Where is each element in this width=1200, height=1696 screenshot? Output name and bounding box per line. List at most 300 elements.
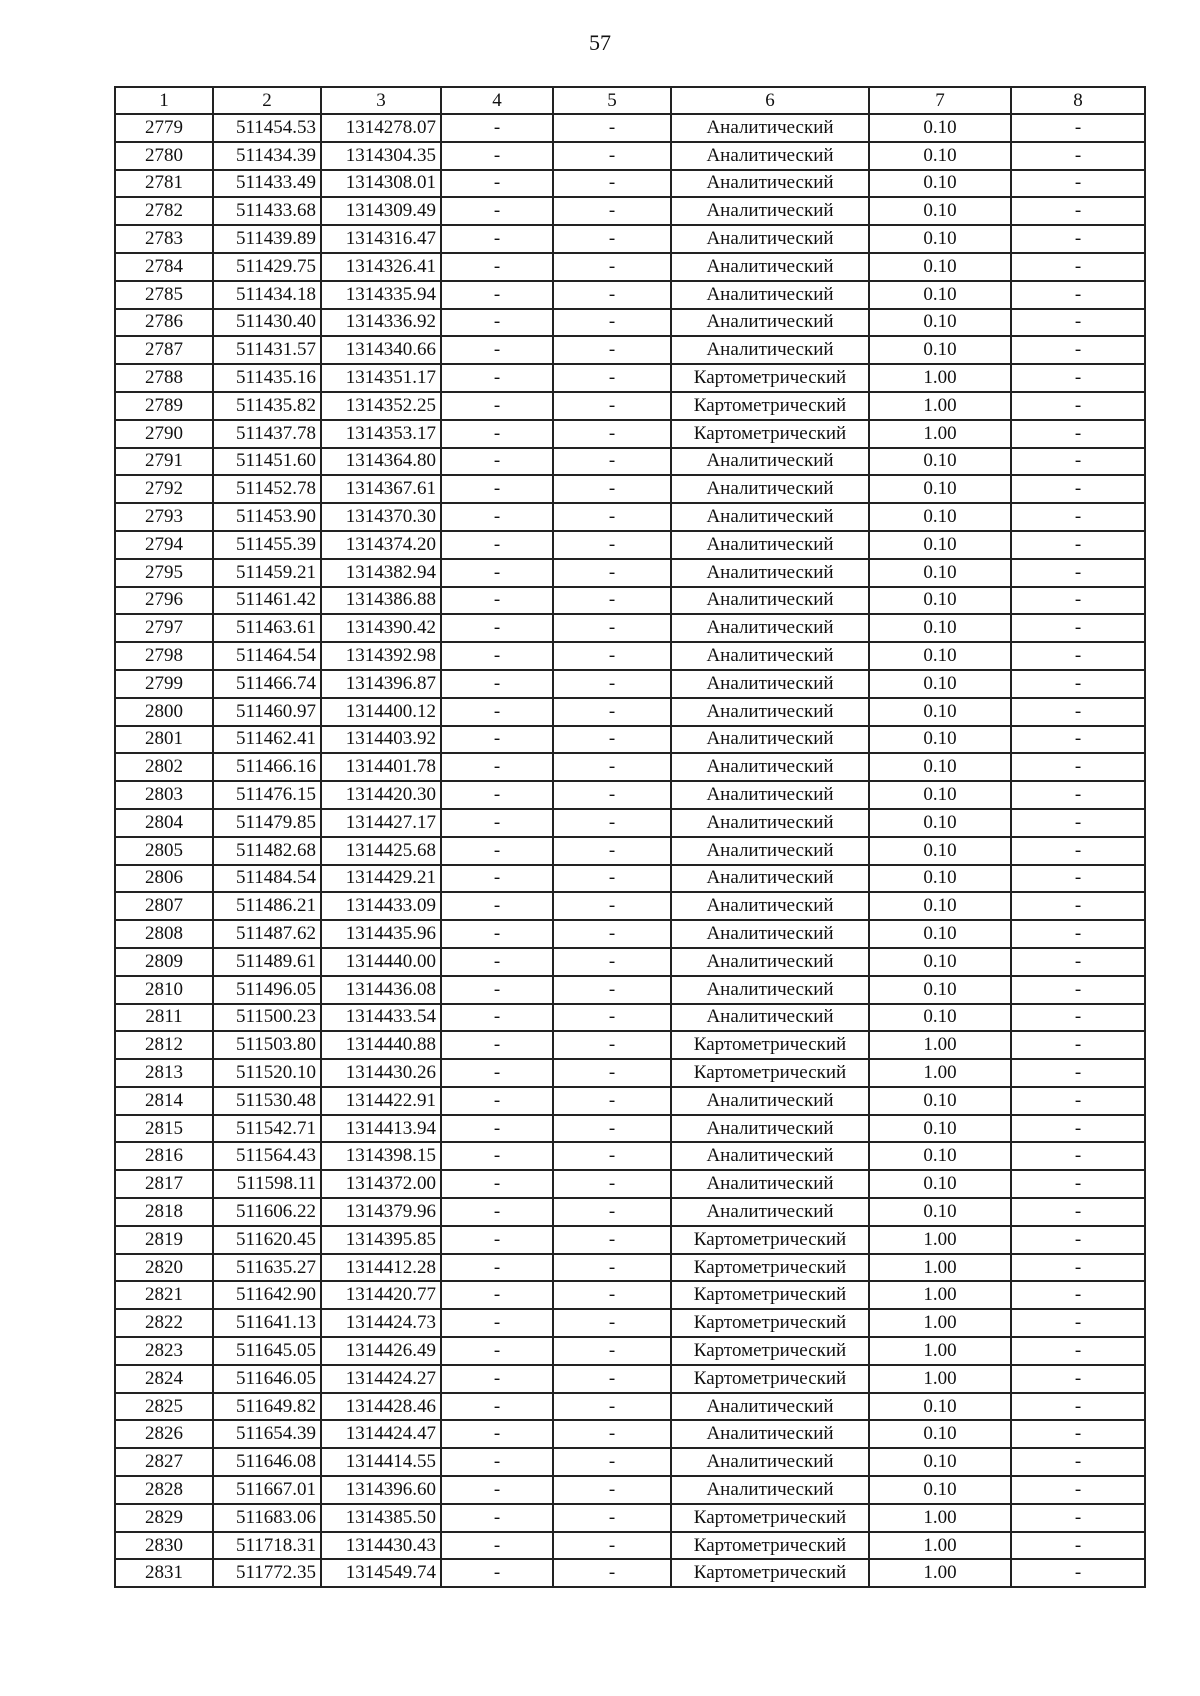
coord-x-cell: 511463.61 [213, 614, 321, 642]
coord-y-cell: 1314392.98 [321, 642, 441, 670]
accuracy-cell: 1.00 [869, 1059, 1011, 1087]
point-number-cell: 2779 [115, 114, 213, 142]
coord-y-cell: 1314401.78 [321, 753, 441, 781]
point-number-cell: 2808 [115, 920, 213, 948]
method-cell: Картометрический [671, 364, 869, 392]
accuracy-cell: 1.00 [869, 1504, 1011, 1532]
coord-y-cell: 1314395.85 [321, 1226, 441, 1254]
point-number-cell: 2799 [115, 670, 213, 698]
accuracy-cell: 0.10 [869, 1476, 1011, 1504]
col-5-value-cell: - [553, 809, 671, 837]
point-number-cell: 2825 [115, 1393, 213, 1421]
col-4-value-cell: - [441, 698, 553, 726]
col-8-value-cell: - [1011, 865, 1145, 893]
col-5-value-cell: - [553, 475, 671, 503]
table-body [115, 114, 1145, 1587]
coord-y-cell: 1314420.30 [321, 781, 441, 809]
accuracy-cell: 0.10 [869, 1393, 1011, 1421]
accuracy-cell: 0.10 [869, 114, 1011, 142]
method-cell: Аналитический [671, 531, 869, 559]
col-4-value-cell: - [441, 225, 553, 253]
accuracy-cell: 0.10 [869, 1448, 1011, 1476]
coord-x-cell: 511464.54 [213, 642, 321, 670]
accuracy-cell: 0.10 [869, 726, 1011, 754]
col-5-value-cell: - [553, 698, 671, 726]
point-number-cell: 2820 [115, 1254, 213, 1282]
point-number-cell: 2783 [115, 225, 213, 253]
method-cell: Аналитический [671, 503, 869, 531]
method-cell: Аналитический [671, 753, 869, 781]
coord-y-cell: 1314398.15 [321, 1142, 441, 1170]
col-5-value-cell: - [553, 336, 671, 364]
col-5-value-cell: - [553, 142, 671, 170]
table-row [115, 948, 1145, 976]
table-row [115, 114, 1145, 142]
point-number-cell: 2807 [115, 892, 213, 920]
table-header [115, 87, 1145, 114]
table-row [115, 1087, 1145, 1115]
col-5-value-cell: - [553, 1532, 671, 1560]
table-row [115, 1004, 1145, 1032]
coord-x-cell: 511642.90 [213, 1281, 321, 1309]
coord-y-cell: 1314335.94 [321, 281, 441, 309]
coord-y-cell: 1314352.25 [321, 392, 441, 420]
col-8-value-cell: - [1011, 1087, 1145, 1115]
point-number-cell: 2831 [115, 1559, 213, 1587]
coord-x-cell: 511453.90 [213, 503, 321, 531]
coord-y-cell: 1314379.96 [321, 1198, 441, 1226]
coord-y-cell: 1314424.73 [321, 1309, 441, 1337]
table-row [115, 1393, 1145, 1421]
col-5-value-cell: - [553, 1365, 671, 1393]
point-number-cell: 2815 [115, 1115, 213, 1143]
accuracy-cell: 0.10 [869, 253, 1011, 281]
col-4-value-cell: - [441, 976, 553, 1004]
coord-y-cell: 1314367.61 [321, 475, 441, 503]
point-number-cell: 2804 [115, 809, 213, 837]
col-8-value-cell: - [1011, 503, 1145, 531]
col-4-value-cell: - [441, 642, 553, 670]
accuracy-cell: 0.10 [869, 336, 1011, 364]
coord-y-cell: 1314385.50 [321, 1504, 441, 1532]
table-row [115, 475, 1145, 503]
coord-x-cell: 511646.05 [213, 1365, 321, 1393]
col-8-value-cell: - [1011, 614, 1145, 642]
table-row [115, 1476, 1145, 1504]
coord-x-cell: 511461.42 [213, 587, 321, 615]
col-8-value-cell: - [1011, 1198, 1145, 1226]
col-5-value-cell: - [553, 1337, 671, 1365]
col-8-value-cell: - [1011, 170, 1145, 198]
col-8-value-cell: - [1011, 892, 1145, 920]
col-8-value-cell: - [1011, 920, 1145, 948]
col-8-value-cell: - [1011, 1281, 1145, 1309]
coord-x-cell: 511434.18 [213, 281, 321, 309]
col-5-value-cell: - [553, 364, 671, 392]
col-5-value-cell: - [553, 1254, 671, 1282]
method-cell: Аналитический [671, 1004, 869, 1032]
table-row [115, 531, 1145, 559]
accuracy-cell: 0.10 [869, 642, 1011, 670]
coord-x-cell: 511439.89 [213, 225, 321, 253]
point-number-cell: 2810 [115, 976, 213, 1004]
col-4-value-cell: - [441, 392, 553, 420]
col-5-value-cell: - [553, 1448, 671, 1476]
point-number-cell: 2793 [115, 503, 213, 531]
point-number-cell: 2790 [115, 420, 213, 448]
col-4-value-cell: - [441, 1031, 553, 1059]
table-row [115, 197, 1145, 225]
coord-y-cell: 1314340.66 [321, 336, 441, 364]
coord-y-cell: 1314549.74 [321, 1559, 441, 1587]
coord-y-cell: 1314400.12 [321, 698, 441, 726]
point-number-cell: 2798 [115, 642, 213, 670]
col-8-value-cell: - [1011, 1115, 1145, 1143]
method-cell: Аналитический [671, 559, 869, 587]
col-8-value-cell: - [1011, 114, 1145, 142]
point-number-cell: 2817 [115, 1170, 213, 1198]
accuracy-cell: 0.10 [869, 587, 1011, 615]
method-cell: Картометрический [671, 1059, 869, 1087]
col-4-value-cell: - [441, 1309, 553, 1337]
method-cell: Аналитический [671, 1476, 869, 1504]
column-header-6: 6 [671, 87, 869, 114]
table-row [115, 1226, 1145, 1254]
method-cell: Картометрический [671, 420, 869, 448]
coord-x-cell: 511564.43 [213, 1142, 321, 1170]
col-8-value-cell: - [1011, 1226, 1145, 1254]
col-4-value-cell: - [441, 1420, 553, 1448]
col-5-value-cell: - [553, 1087, 671, 1115]
col-8-value-cell: - [1011, 1254, 1145, 1282]
table-row [115, 1059, 1145, 1087]
accuracy-cell: 1.00 [869, 1254, 1011, 1282]
col-8-value-cell: - [1011, 1365, 1145, 1393]
col-5-value-cell: - [553, 1393, 671, 1421]
table-row [115, 1031, 1145, 1059]
table-row [115, 1309, 1145, 1337]
method-cell: Аналитический [671, 726, 869, 754]
point-number-cell: 2780 [115, 142, 213, 170]
coord-x-cell: 511646.08 [213, 1448, 321, 1476]
col-4-value-cell: - [441, 364, 553, 392]
coord-y-cell: 1314396.60 [321, 1476, 441, 1504]
col-8-value-cell: - [1011, 1309, 1145, 1337]
coord-x-cell: 511466.74 [213, 670, 321, 698]
method-cell: Аналитический [671, 809, 869, 837]
col-5-value-cell: - [553, 781, 671, 809]
col-8-value-cell: - [1011, 225, 1145, 253]
col-4-value-cell: - [441, 1281, 553, 1309]
accuracy-cell: 0.10 [869, 475, 1011, 503]
point-number-cell: 2830 [115, 1532, 213, 1560]
point-number-cell: 2787 [115, 336, 213, 364]
table-row [115, 809, 1145, 837]
col-4-value-cell: - [441, 1559, 553, 1587]
table-row [115, 587, 1145, 615]
col-8-value-cell: - [1011, 698, 1145, 726]
col-4-value-cell: - [441, 837, 553, 865]
col-5-value-cell: - [553, 670, 671, 698]
coord-x-cell: 511482.68 [213, 837, 321, 865]
table-row [115, 642, 1145, 670]
col-8-value-cell: - [1011, 948, 1145, 976]
col-8-value-cell: - [1011, 809, 1145, 837]
col-4-value-cell: - [441, 1170, 553, 1198]
coord-x-cell: 511654.39 [213, 1420, 321, 1448]
coord-x-cell: 511635.27 [213, 1254, 321, 1282]
col-8-value-cell: - [1011, 197, 1145, 225]
col-5-value-cell: - [553, 1309, 671, 1337]
table-row [115, 420, 1145, 448]
accuracy-cell: 0.10 [869, 1115, 1011, 1143]
table-row [115, 448, 1145, 476]
coord-y-cell: 1314364.80 [321, 448, 441, 476]
col-8-value-cell: - [1011, 587, 1145, 615]
col-8-value-cell: - [1011, 253, 1145, 281]
coord-x-cell: 511503.80 [213, 1031, 321, 1059]
accuracy-cell: 1.00 [869, 1559, 1011, 1587]
accuracy-cell: 0.10 [869, 225, 1011, 253]
method-cell: Аналитический [671, 892, 869, 920]
method-cell: Аналитический [671, 336, 869, 364]
col-4-value-cell: - [441, 809, 553, 837]
col-8-value-cell: - [1011, 309, 1145, 337]
col-4-value-cell: - [441, 1448, 553, 1476]
method-cell: Картометрический [671, 392, 869, 420]
col-5-value-cell: - [553, 837, 671, 865]
method-cell: Картометрический [671, 1309, 869, 1337]
coord-x-cell: 511500.23 [213, 1004, 321, 1032]
accuracy-cell: 0.10 [869, 1420, 1011, 1448]
coord-y-cell: 1314278.07 [321, 114, 441, 142]
table-row [115, 281, 1145, 309]
col-5-value-cell: - [553, 1504, 671, 1532]
point-number-cell: 2782 [115, 197, 213, 225]
accuracy-cell: 1.00 [869, 1532, 1011, 1560]
coord-y-cell: 1314433.09 [321, 892, 441, 920]
col-4-value-cell: - [441, 1115, 553, 1143]
coord-x-cell: 511641.13 [213, 1309, 321, 1337]
coordinates-table [114, 86, 1146, 1588]
point-number-cell: 2788 [115, 364, 213, 392]
point-number-cell: 2809 [115, 948, 213, 976]
coord-y-cell: 1314403.92 [321, 726, 441, 754]
coord-x-cell: 511683.06 [213, 1504, 321, 1532]
point-number-cell: 2828 [115, 1476, 213, 1504]
point-number-cell: 2824 [115, 1365, 213, 1393]
col-8-value-cell: - [1011, 726, 1145, 754]
coord-y-cell: 1314426.49 [321, 1337, 441, 1365]
accuracy-cell: 1.00 [869, 1337, 1011, 1365]
method-cell: Аналитический [671, 1393, 869, 1421]
accuracy-cell: 0.10 [869, 142, 1011, 170]
accuracy-cell: 0.10 [869, 531, 1011, 559]
col-4-value-cell: - [441, 920, 553, 948]
table-row [115, 1420, 1145, 1448]
coord-x-cell: 511433.68 [213, 197, 321, 225]
coord-x-cell: 511620.45 [213, 1226, 321, 1254]
method-cell: Аналитический [671, 837, 869, 865]
coord-y-cell: 1314386.88 [321, 587, 441, 615]
col-4-value-cell: - [441, 1393, 553, 1421]
table-row [115, 976, 1145, 1004]
table-row [115, 726, 1145, 754]
col-4-value-cell: - [441, 892, 553, 920]
coord-y-cell: 1314351.17 [321, 364, 441, 392]
method-cell: Картометрический [671, 1532, 869, 1560]
accuracy-cell: 0.10 [869, 309, 1011, 337]
method-cell: Аналитический [671, 170, 869, 198]
method-cell: Аналитический [671, 448, 869, 476]
coord-x-cell: 511649.82 [213, 1393, 321, 1421]
table-row [115, 1198, 1145, 1226]
col-8-value-cell: - [1011, 420, 1145, 448]
table-row [115, 1448, 1145, 1476]
point-number-cell: 2813 [115, 1059, 213, 1087]
col-4-value-cell: - [441, 1198, 553, 1226]
col-8-value-cell: - [1011, 1420, 1145, 1448]
coord-y-cell: 1314414.55 [321, 1448, 441, 1476]
accuracy-cell: 1.00 [869, 1309, 1011, 1337]
col-5-value-cell: - [553, 309, 671, 337]
col-4-value-cell: - [441, 1532, 553, 1560]
method-cell: Аналитический [671, 1115, 869, 1143]
coord-x-cell: 511430.40 [213, 309, 321, 337]
method-cell: Аналитический [671, 1087, 869, 1115]
coord-y-cell: 1314412.28 [321, 1254, 441, 1282]
coord-y-cell: 1314435.96 [321, 920, 441, 948]
accuracy-cell: 0.10 [869, 1142, 1011, 1170]
table-row [115, 336, 1145, 364]
coord-x-cell: 511598.11 [213, 1170, 321, 1198]
col-4-value-cell: - [441, 1476, 553, 1504]
accuracy-cell: 0.10 [869, 837, 1011, 865]
coord-x-cell: 511459.21 [213, 559, 321, 587]
col-4-value-cell: - [441, 1226, 553, 1254]
coord-x-cell: 511454.53 [213, 114, 321, 142]
col-8-value-cell: - [1011, 1337, 1145, 1365]
accuracy-cell: 0.10 [869, 614, 1011, 642]
accuracy-cell: 0.10 [869, 753, 1011, 781]
method-cell: Аналитический [671, 225, 869, 253]
col-4-value-cell: - [441, 503, 553, 531]
coord-y-cell: 1314422.91 [321, 1087, 441, 1115]
point-number-cell: 2827 [115, 1448, 213, 1476]
col-5-value-cell: - [553, 1476, 671, 1504]
accuracy-cell: 0.10 [869, 1198, 1011, 1226]
accuracy-cell: 1.00 [869, 1365, 1011, 1393]
accuracy-cell: 0.10 [869, 1004, 1011, 1032]
col-8-value-cell: - [1011, 1476, 1145, 1504]
accuracy-cell: 0.10 [869, 976, 1011, 1004]
table-row [115, 142, 1145, 170]
coord-x-cell: 511451.60 [213, 448, 321, 476]
coord-y-cell: 1314428.46 [321, 1393, 441, 1421]
point-number-cell: 2818 [115, 1198, 213, 1226]
coord-x-cell: 511530.48 [213, 1087, 321, 1115]
accuracy-cell: 0.10 [869, 1087, 1011, 1115]
method-cell: Картометрический [671, 1281, 869, 1309]
coord-y-cell: 1314353.17 [321, 420, 441, 448]
method-cell: Аналитический [671, 1170, 869, 1198]
coord-y-cell: 1314370.30 [321, 503, 441, 531]
coord-y-cell: 1314413.94 [321, 1115, 441, 1143]
col-5-value-cell: - [553, 503, 671, 531]
col-4-value-cell: - [441, 281, 553, 309]
col-4-value-cell: - [441, 253, 553, 281]
col-4-value-cell: - [441, 948, 553, 976]
method-cell: Аналитический [671, 865, 869, 893]
point-number-cell: 2794 [115, 531, 213, 559]
col-4-value-cell: - [441, 587, 553, 615]
column-header-8: 8 [1011, 87, 1145, 114]
coord-x-cell: 511460.97 [213, 698, 321, 726]
method-cell: Аналитический [671, 1420, 869, 1448]
accuracy-cell: 0.10 [869, 559, 1011, 587]
coord-x-cell: 511462.41 [213, 726, 321, 754]
point-number-cell: 2811 [115, 1004, 213, 1032]
col-8-value-cell: - [1011, 837, 1145, 865]
col-5-value-cell: - [553, 948, 671, 976]
col-8-value-cell: - [1011, 559, 1145, 587]
table-row [115, 698, 1145, 726]
coord-x-cell: 511435.16 [213, 364, 321, 392]
col-5-value-cell: - [553, 1281, 671, 1309]
col-5-value-cell: - [553, 225, 671, 253]
point-number-cell: 2789 [115, 392, 213, 420]
point-number-cell: 2784 [115, 253, 213, 281]
method-cell: Аналитический [671, 197, 869, 225]
method-cell: Аналитический [671, 920, 869, 948]
col-4-value-cell: - [441, 670, 553, 698]
point-number-cell: 2796 [115, 587, 213, 615]
table-row [115, 1170, 1145, 1198]
accuracy-cell: 0.10 [869, 948, 1011, 976]
method-cell: Аналитический [671, 1142, 869, 1170]
col-8-value-cell: - [1011, 475, 1145, 503]
col-4-value-cell: - [441, 420, 553, 448]
coord-y-cell: 1314308.01 [321, 170, 441, 198]
method-cell: Аналитический [671, 142, 869, 170]
col-5-value-cell: - [553, 1559, 671, 1587]
col-5-value-cell: - [553, 1420, 671, 1448]
point-number-cell: 2792 [115, 475, 213, 503]
method-cell: Аналитический [671, 1448, 869, 1476]
col-8-value-cell: - [1011, 364, 1145, 392]
col-4-value-cell: - [441, 309, 553, 337]
col-5-value-cell: - [553, 531, 671, 559]
coord-y-cell: 1314304.35 [321, 142, 441, 170]
method-cell: Аналитический [671, 281, 869, 309]
accuracy-cell: 0.10 [869, 197, 1011, 225]
col-8-value-cell: - [1011, 1504, 1145, 1532]
method-cell: Картометрический [671, 1254, 869, 1282]
col-8-value-cell: - [1011, 670, 1145, 698]
coord-y-cell: 1314336.92 [321, 309, 441, 337]
accuracy-cell: 0.10 [869, 892, 1011, 920]
coord-x-cell: 511479.85 [213, 809, 321, 837]
col-4-value-cell: - [441, 1004, 553, 1032]
table-row [115, 837, 1145, 865]
accuracy-cell: 0.10 [869, 781, 1011, 809]
col-5-value-cell: - [553, 1170, 671, 1198]
coord-y-cell: 1314440.00 [321, 948, 441, 976]
coord-y-cell: 1314382.94 [321, 559, 441, 587]
col-8-value-cell: - [1011, 1059, 1145, 1087]
col-8-value-cell: - [1011, 1559, 1145, 1587]
col-5-value-cell: - [553, 1115, 671, 1143]
